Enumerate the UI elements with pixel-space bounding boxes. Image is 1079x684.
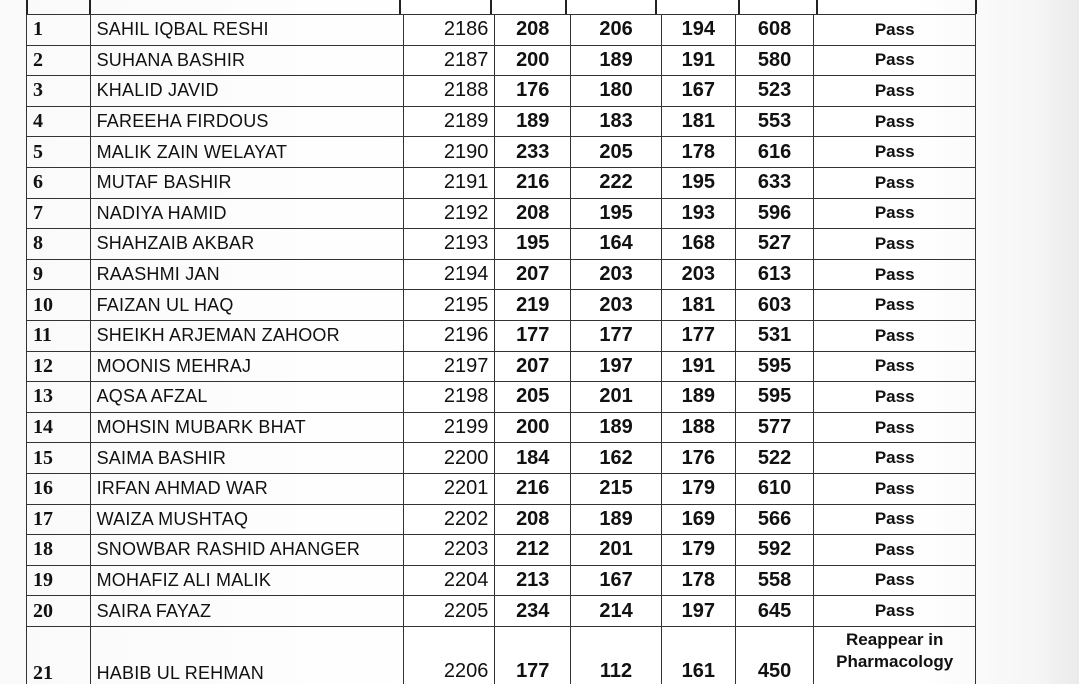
marks-paper-1-cell: 207: [495, 259, 571, 290]
marks-paper-1-cell: 208: [495, 504, 571, 535]
header-divider: [399, 0, 401, 14]
student-name-cell: MOONIS MEHRAJ: [90, 351, 403, 382]
student-name-cell: MUTAF BASHIR: [90, 167, 403, 198]
table-row: [27, 290, 976, 321]
table-row: [27, 596, 976, 627]
serial-number-cell: 16: [27, 473, 91, 504]
table-row: [27, 167, 976, 198]
total-marks-cell: 595: [735, 382, 814, 413]
table-row: [27, 320, 976, 351]
table-row: [27, 473, 976, 504]
marks-paper-3-cell: 177: [661, 320, 735, 351]
total-marks-cell: 580: [735, 45, 814, 76]
total-marks-cell: 645: [735, 596, 814, 627]
serial-number-cell: 6: [27, 167, 91, 198]
result-status-cell: Pass: [814, 565, 976, 596]
header-divider: [816, 0, 818, 14]
serial-number-cell: 1: [27, 15, 91, 46]
total-marks-cell: 523: [735, 76, 814, 107]
table-row: [27, 15, 976, 46]
serial-number-cell: 17: [27, 504, 91, 535]
serial-number-cell: 11: [27, 320, 91, 351]
roll-number-cell: 2195: [403, 290, 495, 321]
marks-paper-2-cell: 201: [571, 382, 662, 413]
header-divider: [738, 0, 740, 14]
result-status-cell: Pass: [814, 504, 976, 535]
marks-paper-1-cell: 184: [495, 443, 571, 474]
header-divider: [26, 0, 28, 14]
roll-number-cell: 2191: [403, 167, 495, 198]
total-marks-cell: 616: [735, 137, 814, 168]
student-name-cell: RAASHMI JAN: [90, 259, 403, 290]
marks-paper-3-cell: 194: [661, 15, 735, 46]
student-name-cell: MOHAFIZ ALI MALIK: [90, 565, 403, 596]
roll-number-cell: 2193: [403, 229, 495, 260]
total-marks-cell: 558: [735, 565, 814, 596]
marks-paper-1-cell: 200: [495, 412, 571, 443]
total-marks-cell: 531: [735, 320, 814, 351]
result-status-cell: Pass: [814, 290, 976, 321]
table-row: [27, 626, 976, 684]
marks-paper-2-cell: 206: [571, 15, 662, 46]
marks-paper-2-cell: 180: [571, 76, 662, 107]
table-row: [27, 504, 976, 535]
result-status-cell: Pass: [814, 15, 976, 46]
serial-number-cell: 13: [27, 382, 91, 413]
student-name-cell: SUHANA BASHIR: [90, 45, 403, 76]
header-divider: [89, 0, 91, 14]
roll-number-cell: 2198: [403, 382, 495, 413]
marks-paper-1-cell: 195: [495, 229, 571, 260]
marks-paper-1-cell: 177: [495, 320, 571, 351]
total-marks-cell: 613: [735, 259, 814, 290]
serial-number-cell: 12: [27, 351, 91, 382]
result-status-cell: Pass: [814, 443, 976, 474]
marks-paper-1-cell: 219: [495, 290, 571, 321]
total-marks-cell: 522: [735, 443, 814, 474]
marks-paper-3-cell: 179: [661, 535, 735, 566]
result-status-cell: Pass: [814, 76, 976, 107]
header-divider: [975, 0, 977, 14]
roll-number-cell: 2199: [403, 412, 495, 443]
marks-paper-3-cell: 168: [661, 229, 735, 260]
serial-number-cell: 20: [27, 596, 91, 627]
marks-paper-1-cell: 177: [495, 626, 571, 684]
result-status-cell: Pass: [814, 259, 976, 290]
serial-number-cell: 7: [27, 198, 91, 229]
marks-paper-1-cell: 212: [495, 535, 571, 566]
marks-paper-3-cell: 188: [661, 412, 735, 443]
total-marks-cell: 450: [735, 626, 814, 684]
marks-paper-1-cell: 208: [495, 15, 571, 46]
marks-paper-1-cell: 208: [495, 198, 571, 229]
marks-paper-2-cell: 201: [571, 535, 662, 566]
marks-paper-2-cell: 177: [571, 320, 662, 351]
table-row: [27, 198, 976, 229]
marks-paper-3-cell: 189: [661, 382, 735, 413]
roll-number-cell: 2197: [403, 351, 495, 382]
result-status-cell: Pass: [814, 320, 976, 351]
marks-paper-3-cell: 169: [661, 504, 735, 535]
marks-paper-3-cell: 178: [661, 137, 735, 168]
serial-number-cell: 5: [27, 137, 91, 168]
roll-number-cell: 2194: [403, 259, 495, 290]
total-marks-cell: 577: [735, 412, 814, 443]
roll-number-cell: 2201: [403, 473, 495, 504]
marks-paper-2-cell: 189: [571, 504, 662, 535]
total-marks-cell: 595: [735, 351, 814, 382]
student-name-cell: FAREEHA FIRDOUS: [90, 106, 403, 137]
marks-paper-3-cell: 193: [661, 198, 735, 229]
roll-number-cell: 2205: [403, 596, 495, 627]
serial-number-cell: 14: [27, 412, 91, 443]
marks-paper-2-cell: 214: [571, 596, 662, 627]
serial-number-cell: 10: [27, 290, 91, 321]
table-row: [27, 76, 976, 107]
result-status-cell: Reappear in Pharmacology: [814, 626, 976, 684]
student-name-cell: SHAHZAIB AKBAR: [90, 229, 403, 260]
marks-paper-2-cell: 167: [571, 565, 662, 596]
roll-number-cell: 2186: [403, 15, 495, 46]
serial-number-cell: 8: [27, 229, 91, 260]
total-marks-cell: 633: [735, 167, 814, 198]
marks-paper-2-cell: 164: [571, 229, 662, 260]
marks-paper-3-cell: 197: [661, 596, 735, 627]
result-status-cell: Pass: [814, 596, 976, 627]
table-row: [27, 443, 976, 474]
table-row: [27, 351, 976, 382]
marks-paper-3-cell: 179: [661, 473, 735, 504]
marks-paper-3-cell: 195: [661, 167, 735, 198]
student-name-cell: IRFAN AHMAD WAR: [90, 473, 403, 504]
student-name-cell: SAHIL IQBAL RESHI: [90, 15, 403, 46]
marks-paper-3-cell: 181: [661, 290, 735, 321]
table-row: [27, 106, 976, 137]
marks-paper-1-cell: 205: [495, 382, 571, 413]
serial-number-cell: 21: [27, 626, 91, 684]
student-name-cell: FAIZAN UL HAQ: [90, 290, 403, 321]
marks-paper-1-cell: 216: [495, 167, 571, 198]
table-row: [27, 565, 976, 596]
total-marks-cell: 610: [735, 473, 814, 504]
marks-paper-2-cell: 189: [571, 45, 662, 76]
marks-paper-2-cell: 215: [571, 473, 662, 504]
marks-paper-2-cell: 162: [571, 443, 662, 474]
roll-number-cell: 2202: [403, 504, 495, 535]
student-name-cell: AQSA AFZAL: [90, 382, 403, 413]
serial-number-cell: 19: [27, 565, 91, 596]
marks-paper-2-cell: 195: [571, 198, 662, 229]
table-row: [27, 412, 976, 443]
roll-number-cell: 2189: [403, 106, 495, 137]
student-name-cell: SAIMA BASHIR: [90, 443, 403, 474]
marks-paper-2-cell: 205: [571, 137, 662, 168]
result-status-cell: Pass: [814, 229, 976, 260]
roll-number-cell: 2200: [403, 443, 495, 474]
student-name-cell: NADIYA HAMID: [90, 198, 403, 229]
marks-paper-2-cell: 197: [571, 351, 662, 382]
serial-number-cell: 18: [27, 535, 91, 566]
total-marks-cell: 603: [735, 290, 814, 321]
result-status-cell: Pass: [814, 473, 976, 504]
result-status-cell: Pass: [814, 382, 976, 413]
marks-paper-3-cell: 191: [661, 45, 735, 76]
roll-number-cell: 2204: [403, 565, 495, 596]
result-status-cell: Pass: [814, 106, 976, 137]
student-name-cell: SNOWBAR RASHID AHANGER: [90, 535, 403, 566]
marks-paper-1-cell: 233: [495, 137, 571, 168]
marks-paper-1-cell: 200: [495, 45, 571, 76]
student-name-cell: SHEIKH ARJEMAN ZAHOOR: [90, 320, 403, 351]
table-row: [27, 229, 976, 260]
roll-number-cell: 2203: [403, 535, 495, 566]
result-status-cell: Pass: [814, 535, 976, 566]
serial-number-cell: 9: [27, 259, 91, 290]
marks-paper-2-cell: 112: [571, 626, 662, 684]
roll-number-cell: 2206: [403, 626, 495, 684]
table-row: [27, 137, 976, 168]
roll-number-cell: 2192: [403, 198, 495, 229]
results-table-body: [27, 15, 976, 684]
marks-paper-1-cell: 207: [495, 351, 571, 382]
result-status-cell: Pass: [814, 351, 976, 382]
serial-number-cell: 15: [27, 443, 91, 474]
marks-paper-3-cell: 203: [661, 259, 735, 290]
marks-paper-3-cell: 191: [661, 351, 735, 382]
marks-paper-3-cell: 181: [661, 106, 735, 137]
student-name-cell: KHALID JAVID: [90, 76, 403, 107]
header-divider: [655, 0, 657, 14]
table-row: [27, 45, 976, 76]
total-marks-cell: 592: [735, 535, 814, 566]
roll-number-cell: 2196: [403, 320, 495, 351]
result-status-cell: Pass: [814, 45, 976, 76]
marks-paper-1-cell: 189: [495, 106, 571, 137]
student-name-cell: SAIRA FAYAZ: [90, 596, 403, 627]
table-row: [27, 535, 976, 566]
total-marks-cell: 527: [735, 229, 814, 260]
table-row: [27, 382, 976, 413]
marks-paper-3-cell: 167: [661, 76, 735, 107]
page-edge-shadow: [1039, 0, 1079, 684]
marks-paper-3-cell: 178: [661, 565, 735, 596]
result-status-cell: Pass: [814, 137, 976, 168]
marks-paper-2-cell: 222: [571, 167, 662, 198]
marks-paper-2-cell: 203: [571, 259, 662, 290]
total-marks-cell: 596: [735, 198, 814, 229]
marks-paper-2-cell: 203: [571, 290, 662, 321]
marks-paper-1-cell: 176: [495, 76, 571, 107]
marks-paper-1-cell: 213: [495, 565, 571, 596]
roll-number-cell: 2190: [403, 137, 495, 168]
result-status-cell: Pass: [814, 412, 976, 443]
marks-paper-3-cell: 176: [661, 443, 735, 474]
result-status-cell: Pass: [814, 167, 976, 198]
serial-number-cell: 3: [27, 76, 91, 107]
total-marks-cell: 608: [735, 15, 814, 46]
header-divider: [565, 0, 567, 14]
roll-number-cell: 2187: [403, 45, 495, 76]
student-name-cell: MALIK ZAIN WELAYAT: [90, 137, 403, 168]
total-marks-cell: 566: [735, 504, 814, 535]
marks-paper-1-cell: 234: [495, 596, 571, 627]
marks-paper-1-cell: 216: [495, 473, 571, 504]
student-name-cell: WAIZA MUSHTAQ: [90, 504, 403, 535]
roll-number-cell: 2188: [403, 76, 495, 107]
student-name-cell: HABIB UL REHMAN: [90, 626, 403, 684]
serial-number-cell: 4: [27, 106, 91, 137]
header-divider: [490, 0, 492, 14]
serial-number-cell: 2: [27, 45, 91, 76]
marks-paper-2-cell: 183: [571, 106, 662, 137]
student-name-cell: MOHSIN MUBARK BHAT: [90, 412, 403, 443]
marks-paper-3-cell: 161: [661, 626, 735, 684]
results-table: [26, 14, 976, 684]
marks-paper-2-cell: 189: [571, 412, 662, 443]
table-row: [27, 259, 976, 290]
result-status-cell: Pass: [814, 198, 976, 229]
total-marks-cell: 553: [735, 106, 814, 137]
